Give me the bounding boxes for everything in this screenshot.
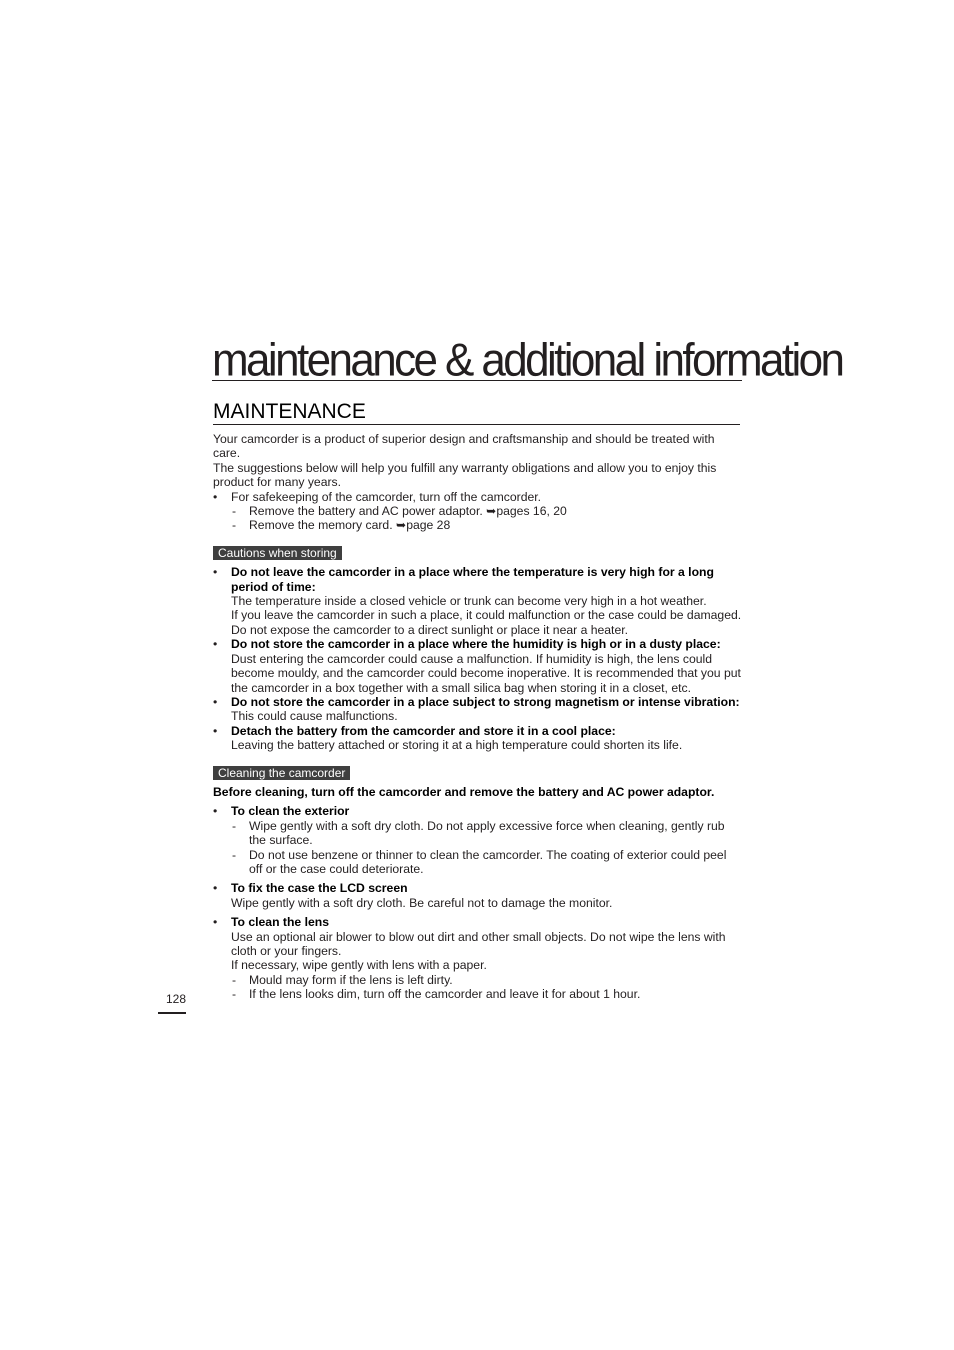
list-item [213,695,743,724]
cleaning-exterior-title: • To clean the exterior [231,804,350,819]
page-number: 128 [158,991,186,1014]
section-title: MAINTENANCE [213,400,740,425]
list-item: - If the lens looks dim, turn off the camcorder and leave it for about 1 hour. [231,987,743,1001]
list-item [213,804,743,876]
list-item: - Wipe gently with a soft dry cloth. Do not apply excessive force when cleaning, gently rub the surface. [231,819,743,848]
cleaning-lcd-title: • To fix the case the LCD screen [231,881,408,896]
list-item [213,881,743,910]
cleaning-lead: Before cleaning, turn off the camcorder and remove the battery and AC power adaptor. [213,784,715,799]
list-item: - Mould may form if the lens is left dirty. [231,973,743,987]
storing-item-body: Dust entering the camcorder could cause a malfunction. If humidity is high, the lens could become mouldy, and the camcorder could become inoperative. It is recommended that you put the camcorder in a box together with a small silica bag when storing it in a closet, etc. [231,651,741,695]
list-item: - Remove the battery and AC power adaptor. ➥pages 16, 20 [231,504,743,518]
storing-item-title: • Do not leave the camcorder in a place where the temperature is very high for a long period of time: [231,565,714,594]
storing-item-title: • Do not store the camcorder in a place subject to strong magnetism or intense vibration: [231,694,740,709]
intro-paragraph-1: Your camcorder is a product of superior design and craftsmanship and should be treated with care. [213,432,715,461]
intro-paragraph-2: The suggestions below will help you fulfill any warranty obligations and allow you to enjoy this product for many years. [213,460,717,490]
cleaning-list [213,804,743,876]
storing-heading-row [213,546,743,560]
storing-item-body: This could cause malfunctions. [231,709,398,724]
list-item [213,565,743,637]
cleaning-list-lens [213,915,743,973]
cleaning-heading-row [213,766,743,780]
list-item [213,490,743,533]
storing-item-title: • Detach the battery from the camcorder and store it in a cool place: [231,723,616,738]
storing-heading: Cautions when storing [213,546,342,560]
cleaning-lens-body: Use an optional air blower to blow out dirt and other small objects. Do not wipe the lens with cloth or your fingers. [231,929,726,958]
cleaning-list-lcd [213,881,743,910]
storing-item-body: The temperature inside a closed vehicle or trunk can become very high in a hot weather. [231,594,707,609]
cleaning-lens-sublist [231,973,743,1002]
list-item: - Remove the memory card. ➥page 28 [231,518,743,532]
cleaning-lens-body: If necessary, wipe gently with lens with a paper. [231,958,487,973]
cleaning-lcd-body: Wipe gently with a soft dry cloth. Be careful not to damage the monitor. [231,895,613,910]
cleaning-exterior-sublist [231,819,743,877]
list-item [213,637,743,695]
intro-sublist [231,504,743,533]
cleaning-lens-title: • To clean the lens [231,915,329,930]
storing-item-body: If you leave the camcorder in such a place, it could malfunction or the case could be damaged. Do not expose the camcorder to a direct sunlight or place it near a heater. [231,608,742,637]
list-item: - Do not use benzene or thinner to clean the camcorder. The coating of exterior could peel off or the case could deteriorate. [231,848,743,877]
main-content [213,432,743,1002]
storing-item-body: Leaving the battery attached or storing it at a high temperature could shorten its life. [231,738,683,753]
intro-list [213,490,743,533]
list-item [213,915,743,973]
list-item [213,724,743,753]
chapter-title: maintenance & additional information [212,334,843,386]
storing-item-title: • Do not store the camcorder in a place where the humidity is high or in a dusty place: [231,637,721,652]
cleaning-heading: Cleaning the camcorder [213,766,350,780]
storing-list [213,565,743,752]
intro-bullet-text: For safekeeping of the camcorder, turn off the camcorder. [231,489,542,504]
